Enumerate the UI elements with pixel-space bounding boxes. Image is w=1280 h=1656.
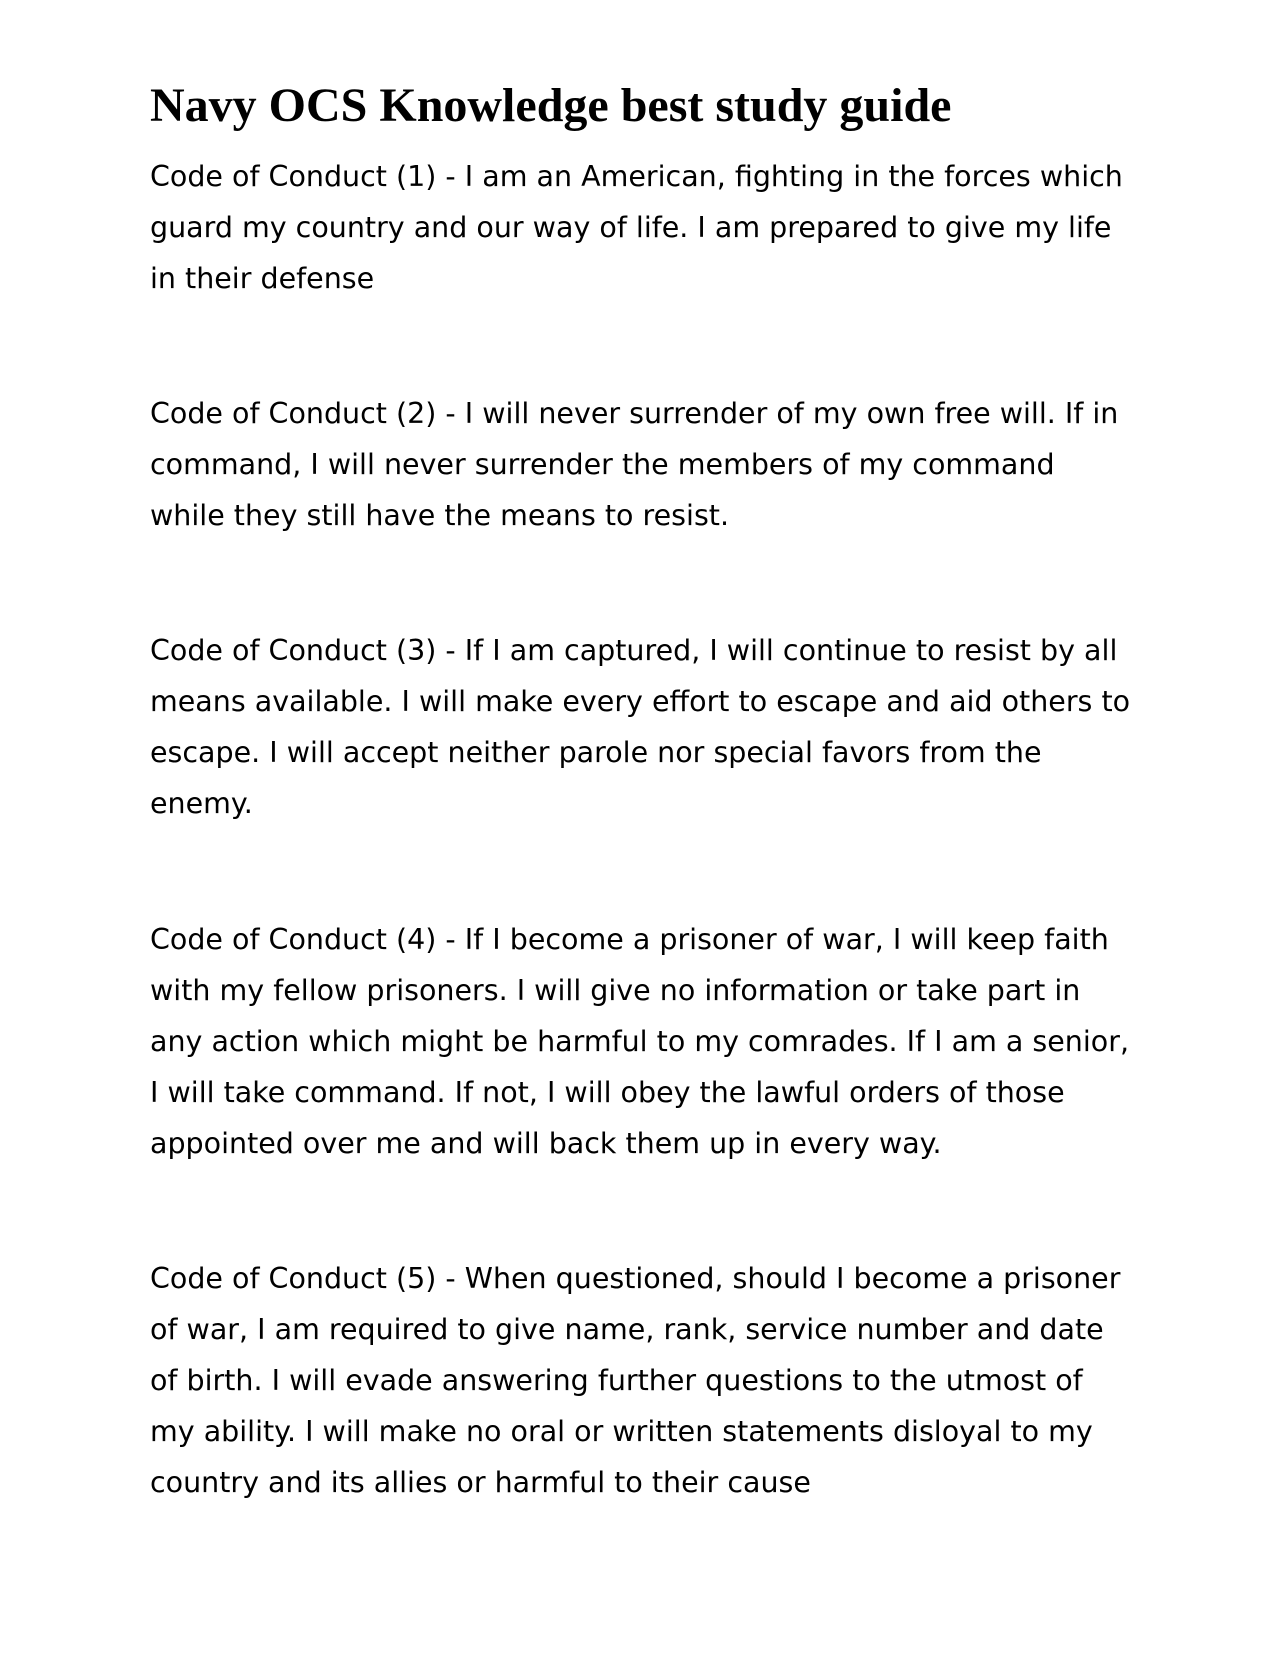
code-of-conduct-5: Code of Conduct (5) - When questioned, should I become a prisoner of war, I am required to give name, rank, service number and date of birth. I will evade answering further questions to the utmost of my ability. I will make no oral or written statements disloyal to my country and its allies or harmful to their cause [150,1262,1121,1499]
code-of-conduct-4: Code of Conduct (4) - If I become a prisoner of war, I will keep faith with my fellow prisoners. I will give no information or take part in any action which might be harmful to my comrades. If I am a senior, I will take command. If not, I will obey the lawful orders of those appointed over me and will back them up in every way. [150,923,1130,1160]
code-of-conduct-3: Code of Conduct (3) - If I am captured, I will continue to resist by all means available. I will make every effort to escape and aid others to escape. I will accept neither parole nor special favors from the enemy. [150,634,1131,820]
code-of-conduct-2: Code of Conduct (2) - I will never surrender of my own free will. If in command, I will never surrender the members of my command while they still have the means to resist. [150,397,1119,532]
code-of-conduct-1: Code of Conduct (1) - I am an American, fighting in the forces which guard my country and our way of life. I am prepared to give my life in their defense [150,160,1123,295]
page-title: Navy OCS Knowledge best study guide [150,79,952,132]
